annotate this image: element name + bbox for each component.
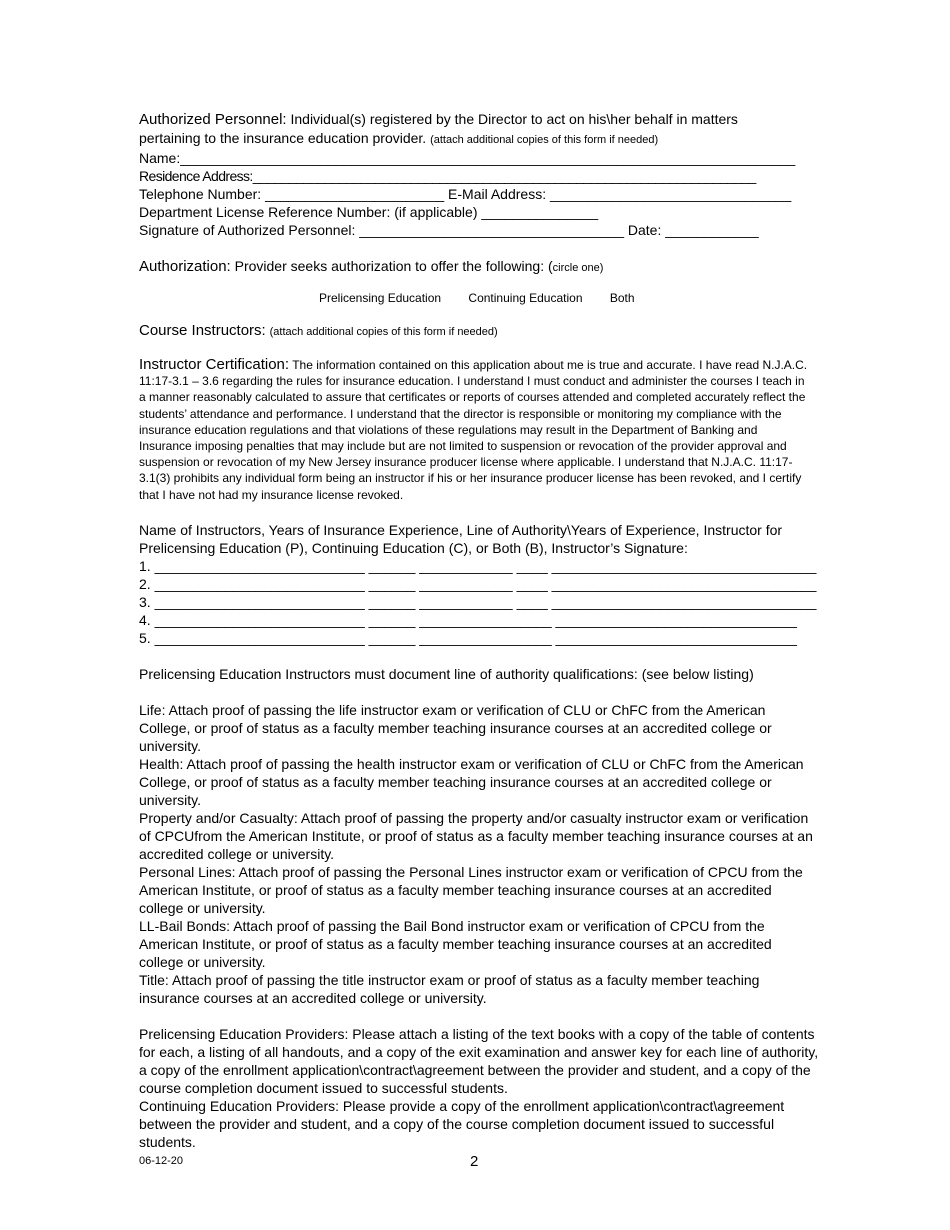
qualification-label: Property and/or Casualty: bbox=[139, 809, 298, 826]
authorization-section bbox=[139, 257, 819, 277]
prelicensing-providers-text: Please attach a listing of the text books with a copy of the table of contents for each, a listing of all handouts, and a copy of the exit examination and answer key for each line of authority, a copy of the enrollment application\contract\agreement between the provider and student, and a copy of the course completion document issued to successful students. bbox=[139, 1025, 819, 1096]
continuing-providers-label: Continuing Education Providers: bbox=[139, 1097, 340, 1114]
option-prelicensing[interactable]: Prelicensing Education bbox=[319, 291, 442, 305]
qualification-label: LL-Bail Bonds: bbox=[139, 917, 231, 934]
qualification-text: Attach proof of passing the Bail Bond instructor exam or verification of CPCU from the American Institute, or proof of status as a faculty member teaching insurance courses at an accredited college or university. bbox=[139, 917, 772, 970]
instructor-row-5[interactable]: 5. ___________________________ ______ _________________ _______________________________ bbox=[139, 629, 797, 646]
qualification-text: Attach proof of passing the life instructor exam or verification of CLU or ChFC from the American College, or proof of status as a faculty member teaching insurance courses at an accredited college or university. bbox=[139, 701, 772, 754]
qualification-text: Attach proof of passing the property and/or casualty instructor exam or verification of CPCUfrom the American Institute, or proof of status as a faculty member teaching insurance courses at an accredited college or university. bbox=[139, 809, 813, 862]
instructor-list-header: Name of Instructors, Years of Insurance Experience, Line of Authority\Years of Experience, Instructor for bbox=[139, 521, 783, 538]
instructor-row-3[interactable]: 3. ___________________________ ______ ____________ ____ __________________________________ bbox=[139, 593, 817, 610]
qualification-life bbox=[139, 701, 819, 755]
instructor-row-1[interactable]: 1. ___________________________ ______ ____________ ____ __________________________________ bbox=[139, 557, 817, 574]
continuing-providers-text: Please provide a copy of the enrollment application\contract\agreement between the provider and student, and a copy of the course completion document issued to successful students. bbox=[139, 1097, 785, 1150]
residence-address-field[interactable]: Residence Address:______________________________________________________________________ bbox=[139, 168, 756, 184]
page-number: 2 bbox=[470, 1153, 479, 1170]
name-field[interactable]: Name:_______________________________________________________________________________ bbox=[139, 150, 796, 166]
instructor-certification bbox=[139, 357, 809, 503]
qualification-text: Attach proof of passing the title instructor exam or proof of status as a faculty member teaching insurance courses at an accredited college or university. bbox=[139, 971, 760, 1006]
instructor-list-header-2: Prelicensing Education (P), Continuing Education (C), or Both (B), Instructor’s Signature: bbox=[139, 539, 688, 556]
qualification-label: Health: bbox=[139, 755, 184, 772]
qualification-label: Personal Lines: bbox=[139, 863, 236, 880]
qualification-text: Attach proof of passing the health instructor exam or verification of CLU or ChFC from the American College, or proof of status as a faculty member teaching insurance courses at an accredited college or university. bbox=[139, 755, 804, 808]
qualification-title bbox=[139, 971, 819, 1007]
qualification-label: Title: bbox=[139, 971, 169, 988]
course-instructors-section bbox=[139, 321, 819, 341]
prelicensing-providers bbox=[139, 1025, 819, 1097]
circle-one-note: circle one) bbox=[552, 262, 604, 274]
qualification-label: Life: bbox=[139, 701, 166, 718]
course-instructors-note: (attach additional copies of this form if needed) bbox=[269, 326, 498, 338]
signature-date-field[interactable]: Signature of Authorized Personnel: __________________________________ Date: ____________ bbox=[139, 222, 759, 238]
attach-copies-note: (attach additional copies of this form if needed) bbox=[430, 134, 659, 146]
continuing-providers bbox=[139, 1097, 819, 1151]
authorized-personnel-intro: Individual(s) registered by the Director to act on his\her behalf in matters bbox=[290, 111, 738, 127]
certification-text: The information contained on this application about me is true and accurate. I have read N.J.A.C. 11:17-3.1 – 3.6 regarding the rules for insurance education. I understand I must conduct and administer the courses I teach in a manner reasonably calculated to assure that certificates or reports of courses attended and completed accurately reflect the students’ attendance and performance. I understand that the director is responsible or monitoring my compliance with the insurance education regulations and that violations of these regulations may result in the Department of Banking and Insurance imposing penalties that may include but are not limited to suspension or revocation of the provider approval and suspension or revocation of my New Jersey insurance producer license where applicable. I understand that N.J.A.C. 11:17-3.1(3) prohibits any individual form being an instructor if his or her insurance producer license has been revoked, and I certify that I have not had my insurance license revoked. bbox=[139, 358, 808, 502]
authorized-personnel-section bbox=[139, 110, 819, 129]
qualification-health bbox=[139, 755, 819, 809]
authorization-text: Provider seeks authorization to offer the following: ( bbox=[234, 258, 553, 274]
qualification-property-casualty bbox=[139, 809, 819, 863]
license-reference-field[interactable]: Department License Reference Number: (if applicable) _______________ bbox=[139, 204, 599, 220]
authorized-personnel-intro-2: pertaining to the insurance education provider. bbox=[139, 130, 427, 146]
qualification-bail-bonds bbox=[139, 917, 819, 971]
authorized-personnel-title: Authorized Personnel: bbox=[139, 111, 287, 128]
authorization-title: Authorization: bbox=[139, 258, 231, 275]
qualification-personal-lines bbox=[139, 863, 819, 917]
option-continuing[interactable]: Continuing Education bbox=[468, 291, 583, 305]
telephone-email-field[interactable]: Telephone Number: _______________________ E-Mail Address: _______________________________ bbox=[139, 186, 792, 202]
course-instructors-title: Course Instructors: bbox=[139, 322, 266, 339]
revision-date: 06-12-20 bbox=[139, 1155, 184, 1167]
qualifications-heading: Prelicensing Education Instructors must document line of authority qualifications: (see below listing) bbox=[139, 665, 754, 682]
certification-title: Instructor Certification: bbox=[139, 356, 290, 373]
form-page bbox=[139, 110, 819, 1151]
instructor-row-2[interactable]: 2. ___________________________ ______ ____________ ____ __________________________________ bbox=[139, 575, 817, 592]
instructor-row-4[interactable]: 4. ___________________________ ______ _________________ _______________________________ bbox=[139, 611, 797, 628]
option-both[interactable]: Both bbox=[609, 291, 635, 305]
prelicensing-providers-label: Prelicensing Education Providers: bbox=[139, 1025, 349, 1042]
authorization-options bbox=[319, 289, 819, 307]
qualification-text: Attach proof of passing the Personal Lines instructor exam or verification of CPCU from the American Institute, or proof of status as a faculty member teaching insurance courses at an accredited college or university. bbox=[139, 863, 803, 916]
